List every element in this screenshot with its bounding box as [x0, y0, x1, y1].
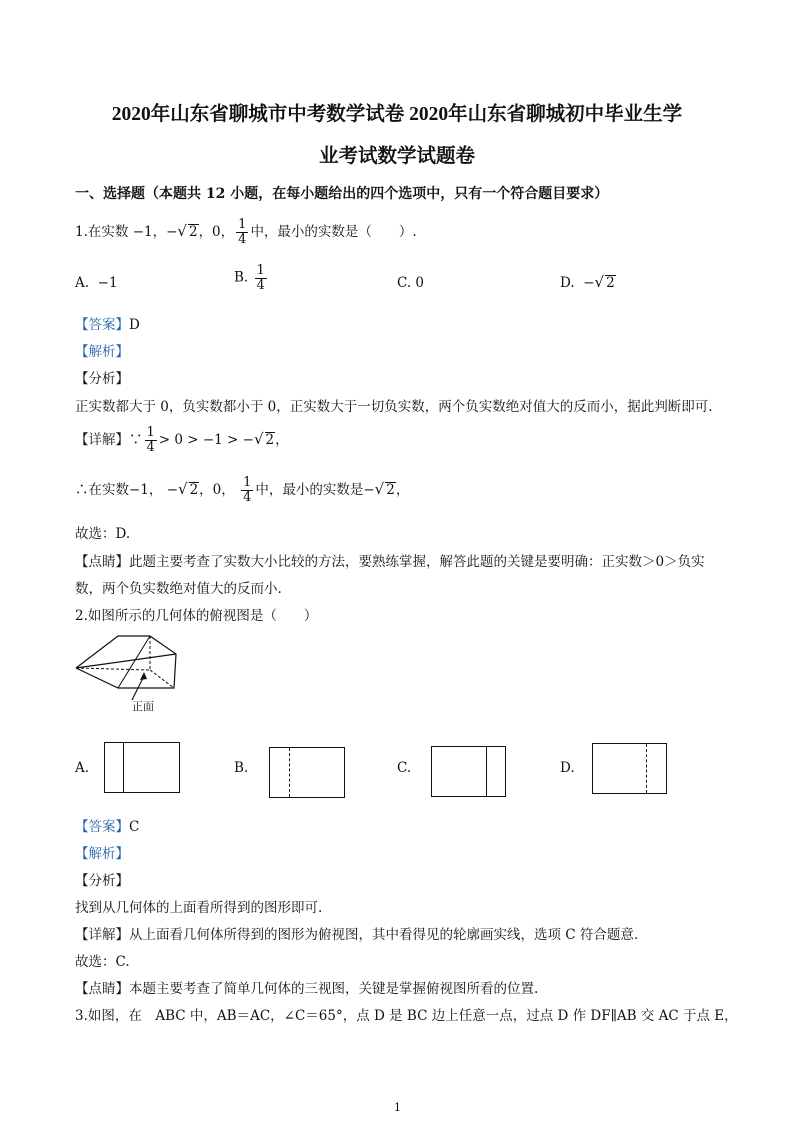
answer-value: C [129, 819, 140, 835]
option-a-label: A. [75, 275, 90, 291]
page-title-line1: 2020年山东省聊城市中考数学试卷 2020年山东省聊城初中毕业生学 [111, 104, 683, 125]
option-b [234, 264, 269, 292]
option-d-minus: − [583, 275, 595, 291]
q1-answer [75, 313, 140, 333]
dashed-line [646, 744, 647, 793]
q2-answer [75, 815, 139, 835]
q2-option-a-label: A. [75, 760, 90, 776]
page-number: 1 [394, 1101, 401, 1114]
detail-tag: 【详解】∵ [75, 432, 143, 448]
sqrt-icon: √ [374, 480, 385, 498]
therefore-prefix: ∴在实数 [75, 482, 129, 498]
therefore-num: 1 [243, 475, 252, 491]
option-c: C. 0 [397, 275, 425, 291]
q1-root: 2 [188, 224, 198, 240]
option-d-label: D. [560, 275, 575, 291]
therefore-sep: ， [148, 482, 163, 498]
q1-fraction [236, 218, 248, 246]
therefore-minus2: − [363, 482, 375, 498]
q2-option-b-figure [269, 747, 345, 798]
q1-choose: 故选：D. [75, 526, 131, 542]
sqrt-icon: √ [178, 480, 188, 498]
therefore-sep2: ，0， [199, 482, 235, 498]
q1-therefore [75, 472, 409, 507]
therefore-den: 4 [243, 490, 252, 505]
q1-neg-one: −1 [132, 224, 153, 240]
option-d [560, 273, 616, 291]
q2-option-d-figure [592, 743, 667, 794]
q1-comment-line1: 【点睛】此题主要考查了实数大小比较的方法，要熟练掌握，解答此题的关键是要明确：正实数＞0＞负实 [75, 554, 705, 570]
q2-detail: 【详解】从上面看几何体所得到的图形为俯视图，其中看得见的轮廓画实线，选项 C 符合题意. [75, 927, 639, 943]
solid-line [486, 747, 487, 796]
dashed-line [289, 748, 290, 797]
q1-minus: − [166, 224, 178, 240]
therefore-end: ， [395, 482, 410, 498]
front-label: 正面 [132, 700, 154, 713]
q2-option-c-figure [431, 746, 506, 797]
detail-num: 1 [146, 425, 155, 441]
q1-frac-den: 4 [238, 232, 247, 247]
q2-fenxi-tag: 【分析】 [75, 873, 129, 889]
option-a [75, 275, 118, 291]
prism-figure [70, 628, 200, 716]
question-2-stem: 2.如图所示的几何体的俯视图是（ ） [75, 608, 318, 624]
q1-fenxi-tag: 【分析】 [75, 371, 129, 387]
q1-prefix: 1.在实数 [75, 224, 129, 240]
detail-fraction [145, 426, 157, 454]
therefore-mid: 中，最小的实数是 [255, 482, 364, 498]
answer-tag: 【答案】 [75, 819, 129, 835]
q2-option-c-label: C. [397, 760, 412, 776]
sqrt-icon: √ [594, 273, 605, 291]
option-b-num: 1 [256, 263, 265, 278]
detail-root: 2 [265, 432, 275, 448]
q2-analysis-tag: 【解析】 [75, 846, 129, 862]
option-b-label: B. [234, 269, 249, 286]
q1-comment-line2: 数，两个负实数绝对值大的反而小. [75, 581, 282, 597]
therefore-root2: 2 [386, 482, 395, 498]
therefore-root: 2 [189, 482, 199, 498]
question-3-stem: 3.如图，在 ABC 中，AB＝AC，∠C＝65°，点 D 是 BC 边上任意一点，过点 D 作 DF∥AB 交 AC 于点 E， [75, 1008, 738, 1024]
answer-value: D [129, 317, 140, 333]
detail-end: ， [275, 432, 289, 448]
detail-mid: > 0 > −1 > − [158, 432, 254, 448]
question-1-stem [75, 214, 417, 249]
sqrt-icon: √ [177, 222, 187, 240]
section-heading: 一、选择题（本题共 12 小题，在每小题给出的四个选项中，只有一个符合题目要求） [75, 186, 609, 202]
sqrt-icon: √ [253, 430, 264, 448]
q2-option-b-label: B. [234, 760, 249, 776]
q2-choose: 故选：C. [75, 954, 130, 970]
q1-fenxi-text: 正实数都大于 0，负实数都小于 0，正实数大于一切负实数，两个负实数绝对值大的反而小，据此判断即可. [75, 399, 713, 415]
option-b-fraction [255, 264, 267, 292]
option-b-den: 4 [256, 277, 265, 293]
q2-fenxi-text: 找到从几何体的上面看所得到的图形即可. [75, 900, 323, 916]
option-a-value: −1 [97, 275, 118, 291]
q2-comment: 【点睛】本题主要考查了简单几何体的三视图，关键是掌握俯视图所看的位置. [75, 981, 539, 997]
q2-option-d-label: D. [560, 760, 575, 776]
option-d-root: 2 [606, 275, 615, 291]
q1-suffix: 中，最小的实数是（ ）. [250, 224, 417, 240]
page-title-line2: 业考试数学试题卷 [318, 146, 475, 167]
therefore-n1: −1 [129, 482, 149, 498]
therefore-minus: − [166, 482, 179, 498]
q1-sep: ， [152, 224, 167, 240]
answer-tag: 【答案】 [75, 317, 129, 333]
q1-frac-num: 1 [238, 217, 247, 233]
q1-detail [75, 422, 289, 457]
detail-den: 4 [146, 440, 155, 455]
q1-sep2: ，0， [198, 224, 235, 240]
therefore-fraction [241, 476, 253, 504]
q2-option-a-figure [104, 742, 180, 793]
q1-analysis-tag: 【解析】 [75, 344, 129, 360]
solid-line [123, 743, 124, 792]
